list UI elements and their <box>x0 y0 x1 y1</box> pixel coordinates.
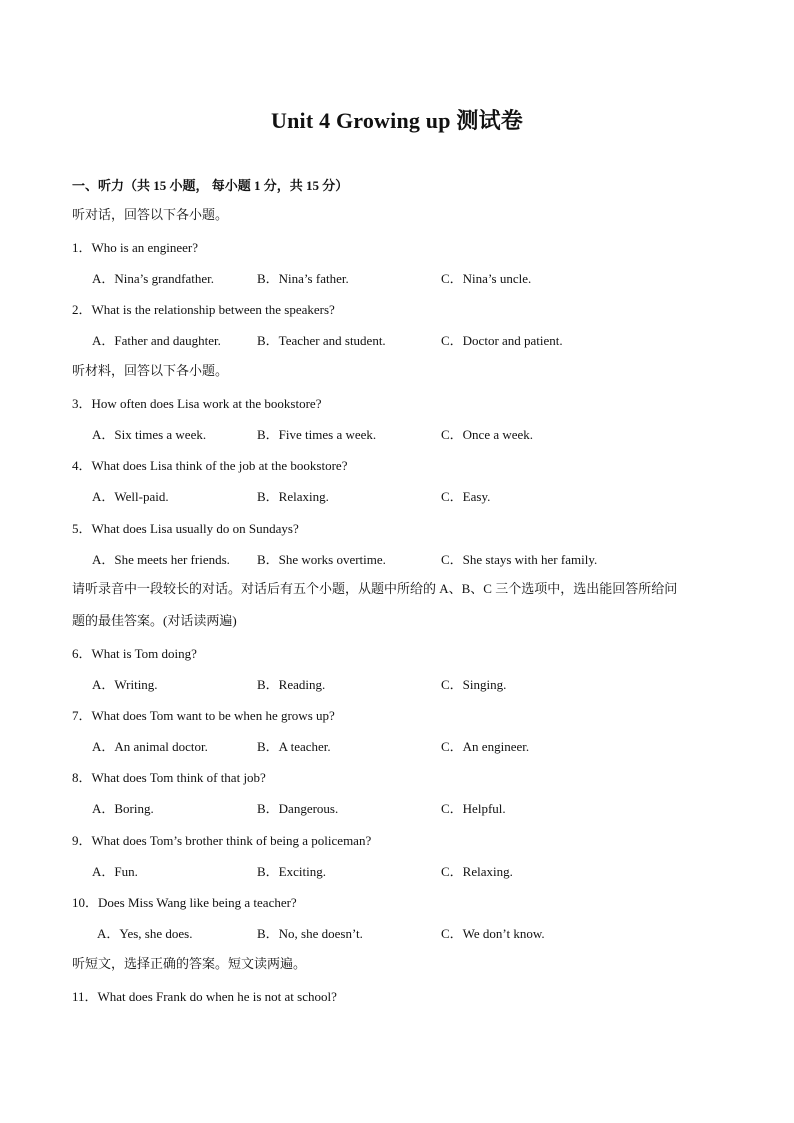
instruction-long-dialogue-line1: 请听录音中一段较长的对话。对话后有五个小题，从题中所给的 A、B、C 三个选项中，选出能回答所给问 <box>72 581 678 596</box>
q5-option-c[interactable]: C．She stays with her family. <box>441 552 598 567</box>
q3-option-b[interactable]: B．Five times a week. <box>257 427 377 442</box>
q5-option-a[interactable]: A．She meets her friends. <box>92 552 230 567</box>
question-9: 9．What does Tom’s brother think of being a policeman? <box>72 833 372 848</box>
q1-option-a[interactable]: A．Nina’s grandfather. <box>92 271 215 286</box>
q4-option-b[interactable]: B．Relaxing. <box>257 489 329 504</box>
q10-option-b[interactable]: B．No, she doesn’t. <box>257 926 363 941</box>
question-3: 3．How often does Lisa work at the bookstore? <box>72 396 322 411</box>
q3-option-c[interactable]: C．Once a week. <box>441 427 534 442</box>
question-8: 8．What does Tom think of that job? <box>72 770 266 785</box>
instruction-material: 听材料，回答以下各小题。 <box>72 363 229 378</box>
q10-option-a[interactable]: A．Yes, she does. <box>97 926 193 941</box>
q9-option-b[interactable]: B．Exciting. <box>257 864 326 879</box>
instruction-dialogue: 听对话，回答以下各小题。 <box>72 207 229 222</box>
q2-option-a[interactable]: A．Father and daughter. <box>92 333 221 348</box>
q9-option-a[interactable]: A．Fun. <box>92 864 138 879</box>
question-11: 11．What does Frank do when he is not at school? <box>72 989 337 1004</box>
q2-option-c[interactable]: C．Doctor and patient. <box>441 333 563 348</box>
q3-option-a[interactable]: A．Six times a week. <box>92 427 207 442</box>
q10-option-c[interactable]: C．We don’t know. <box>441 926 545 941</box>
q6-option-c[interactable]: C．Singing. <box>441 677 507 692</box>
section-heading-listening: 一、听力（共 15 小题， 每小题 1 分，共 15 分） <box>72 178 349 193</box>
instruction-long-dialogue-line2: 题的最佳答案。(对话读两遍) <box>72 613 237 628</box>
question-6: 6．What is Tom doing? <box>72 646 197 661</box>
page-title: Unit 4 Growing up 测试卷 <box>271 108 523 133</box>
q8-option-b[interactable]: B．Dangerous. <box>257 801 339 816</box>
q4-option-c[interactable]: C．Easy. <box>441 489 491 504</box>
q7-option-a[interactable]: A．An animal doctor. <box>92 739 208 754</box>
q5-option-b[interactable]: B．She works overtime. <box>257 552 386 567</box>
question-10: 10．Does Miss Wang like being a teacher? <box>72 895 297 910</box>
q7-option-b[interactable]: B．A teacher. <box>257 739 331 754</box>
question-2: 2．What is the relationship between the speakers? <box>72 302 335 317</box>
q2-option-b[interactable]: B．Teacher and student. <box>257 333 386 348</box>
question-5: 5．What does Lisa usually do on Sundays? <box>72 521 299 536</box>
q9-option-c[interactable]: C．Relaxing. <box>441 864 513 879</box>
q1-option-c[interactable]: C．Nina’s uncle. <box>441 271 532 286</box>
q1-option-b[interactable]: B．Nina’s father. <box>257 271 349 286</box>
question-4: 4．What does Lisa think of the job at the bookstore? <box>72 458 348 473</box>
q6-option-a[interactable]: A．Writing. <box>92 677 158 692</box>
instruction-passage: 听短文，选择正确的答案。短文读两遍。 <box>72 956 307 971</box>
question-1: 1．Who is an engineer? <box>72 240 198 255</box>
q7-option-c[interactable]: C．An engineer. <box>441 739 530 754</box>
q8-option-a[interactable]: A．Boring. <box>92 801 154 816</box>
question-7: 7．What does Tom want to be when he grows up? <box>72 708 335 723</box>
q4-option-a[interactable]: A．Well-paid. <box>92 489 169 504</box>
q6-option-b[interactable]: B．Reading. <box>257 677 326 692</box>
q8-option-c[interactable]: C．Helpful. <box>441 801 506 816</box>
